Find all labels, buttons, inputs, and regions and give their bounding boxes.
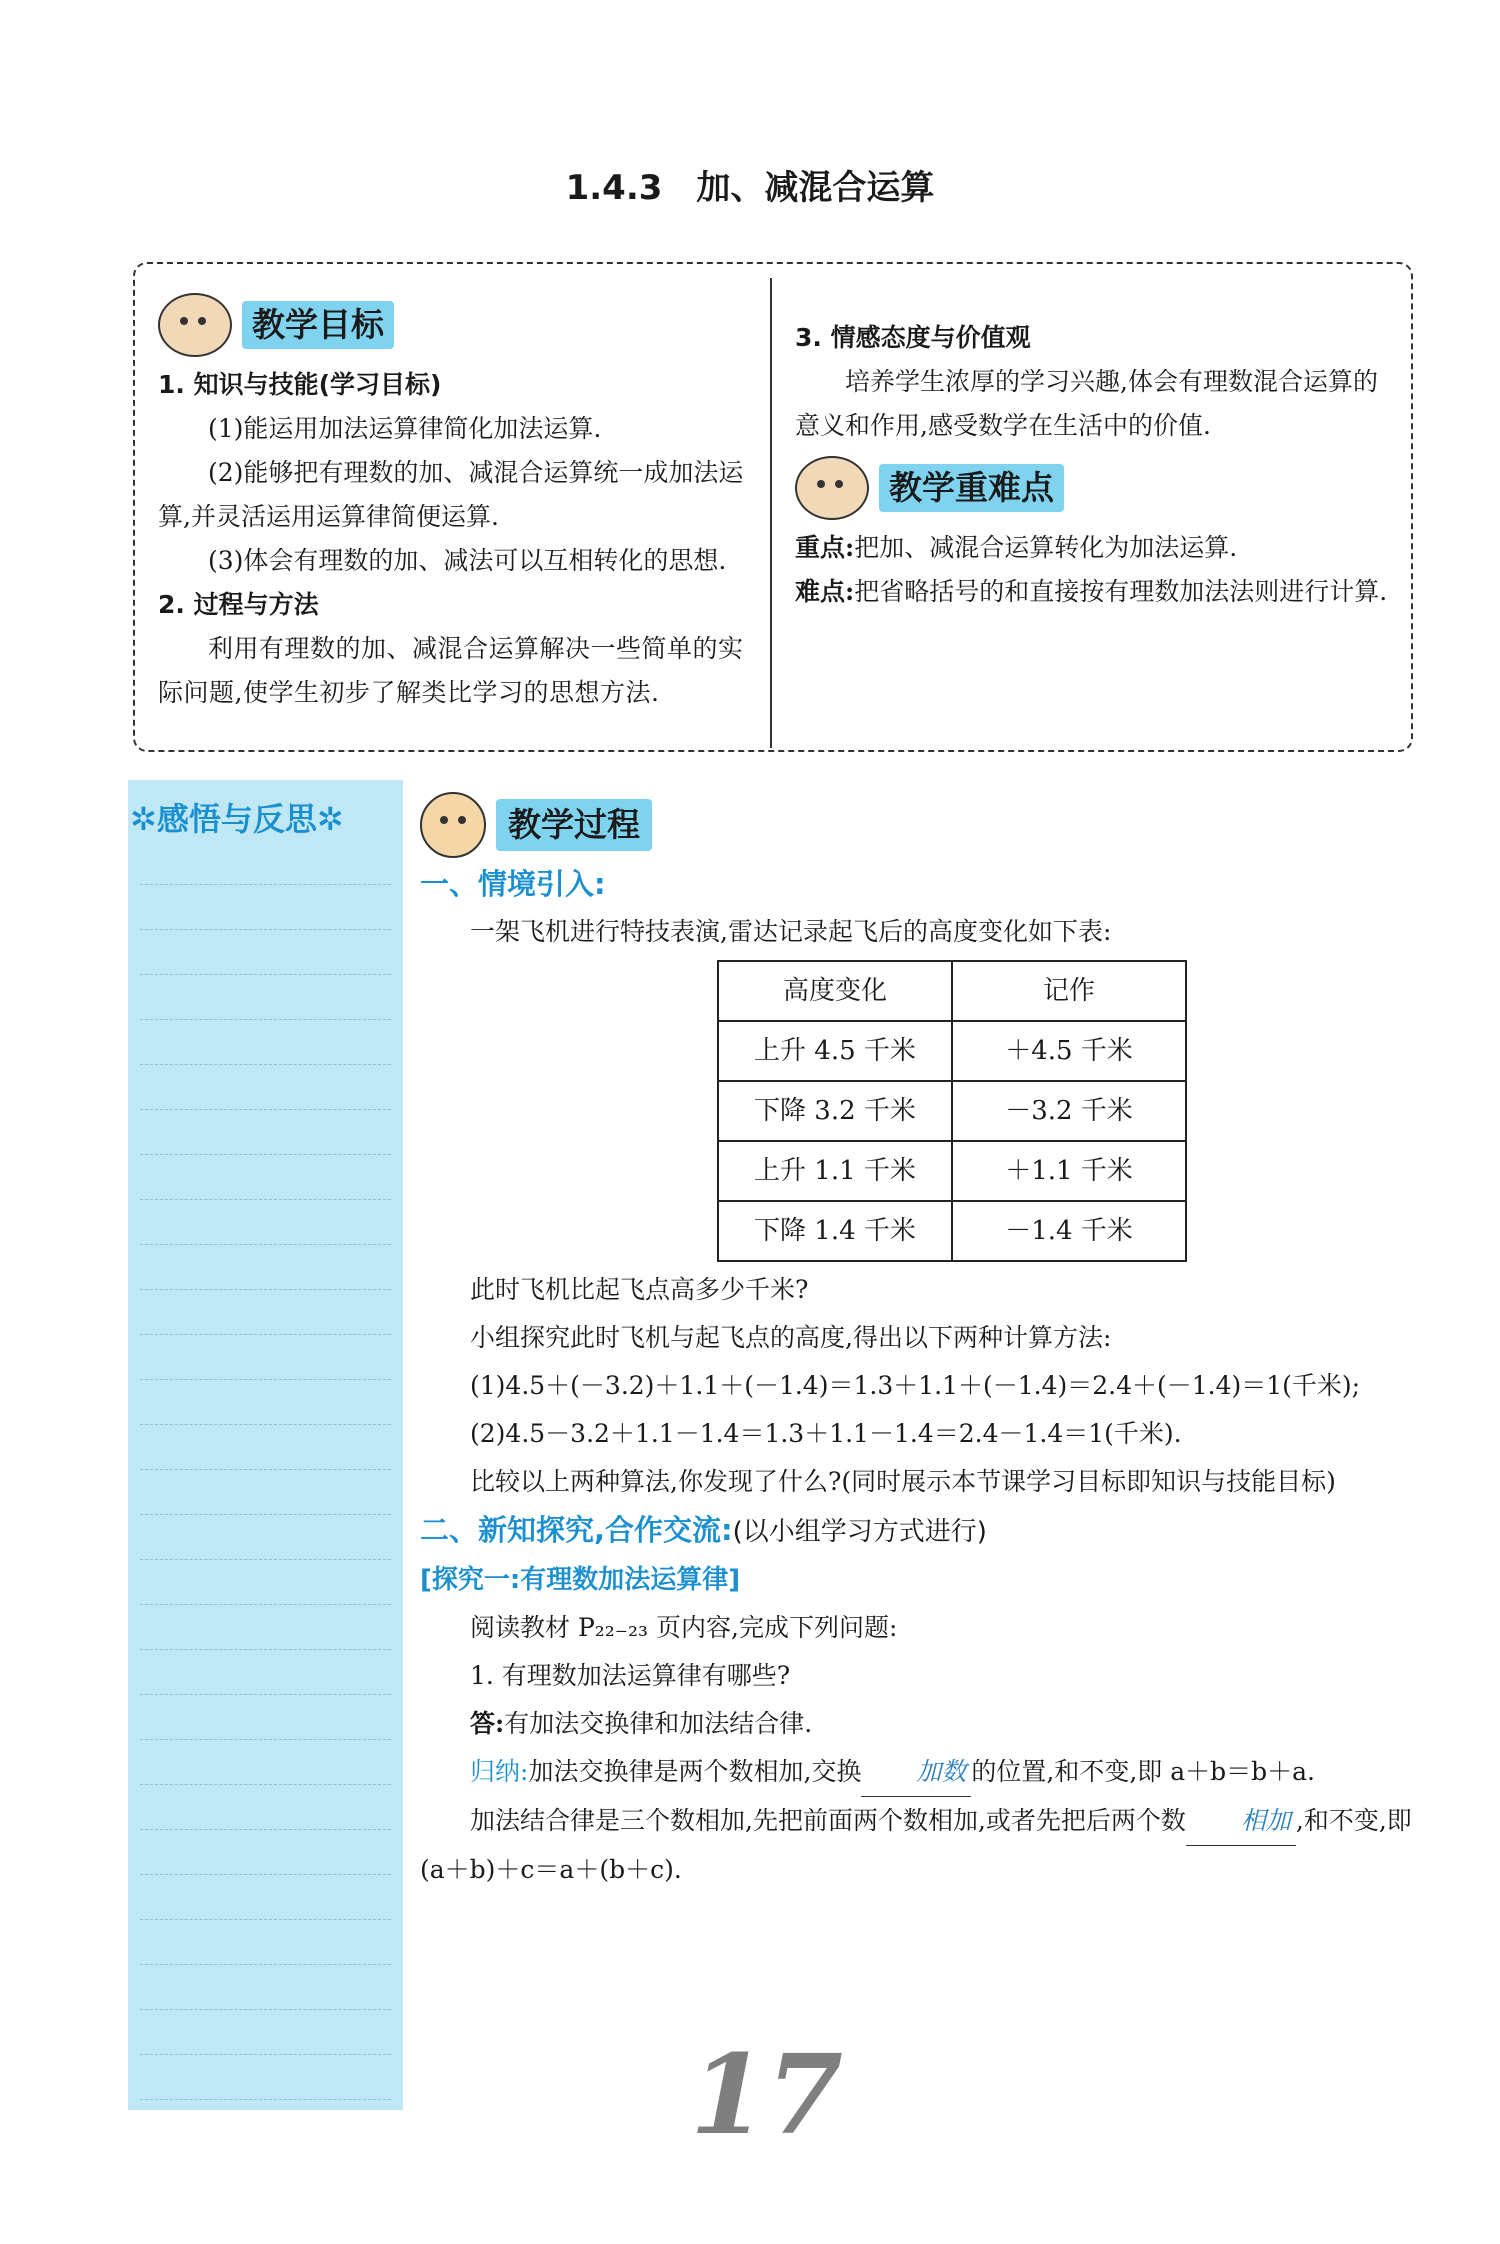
note-line (140, 1650, 391, 1695)
key-label: 重点: (795, 533, 855, 562)
page-number: 17 (690, 2030, 844, 2159)
note-line (140, 1425, 391, 1470)
note-line (140, 1875, 391, 1920)
process-header (420, 790, 1430, 860)
objectives-left-column (158, 285, 758, 715)
explore-text: 小组探究此时飞机与起飞点的高度,得出以下两种计算方法: (470, 1323, 1112, 1352)
table-header: 记作 (952, 961, 1186, 1021)
note-line (140, 1380, 391, 1425)
reading-boy-icon (158, 293, 232, 357)
objectives-right-column (795, 272, 1395, 614)
goal-item2-title: 2. 过程与方法 (158, 590, 319, 619)
reflection-sidebar (128, 780, 403, 2110)
fill-blank-1: 加数 (861, 1748, 971, 1797)
goal-item1-title: 1. 知识与技能(学习目标) (158, 370, 442, 399)
goals-heading: 教学目标 (242, 301, 394, 349)
boy-with-cap-icon (420, 792, 486, 858)
section2-note: (以小组学习方式进行) (732, 1517, 987, 1547)
process-heading: 教学过程 (496, 799, 652, 851)
summary2 (420, 1797, 1430, 1894)
note-line (140, 840, 391, 885)
summary-label: 归纳: (470, 1757, 529, 1786)
section2-heading (420, 1506, 1430, 1556)
hard-point (795, 570, 1395, 614)
goal-item1-p3: (3)体会有理数的加、减法可以互相转化的思想. (208, 546, 727, 575)
answer-label: 答: (470, 1709, 505, 1738)
note-line (140, 1920, 391, 1965)
compare-text: 比较以上两种算法,你发现了什么?(同时展示本节课学习目标即知识与技能目标) (470, 1467, 1336, 1496)
note-line (140, 885, 391, 930)
section1-heading: 一、情境引入: (420, 867, 606, 901)
fill-blank-2: 相加 (1186, 1797, 1296, 1846)
teaching-process (420, 790, 1430, 1894)
note-line (140, 1065, 391, 1110)
calc-method-1: (1)4.5＋(－3.2)＋1.1＋(－1.4)＝1.3＋1.1＋(－1.4)＝2.4＋(－1.4)＝1(千米); (470, 1371, 1361, 1400)
goal-item1-p1: (1)能运用加法运算律简化加法运算. (208, 414, 602, 443)
goals-header (158, 289, 758, 361)
table-cell: 下降 3.2 千米 (718, 1081, 952, 1141)
goal-item3-title: 3. 情感态度与价值观 (795, 323, 1031, 352)
key-point (795, 526, 1395, 570)
summary1-part-b: 的位置,和不变,即 a＋b＝b＋a. (971, 1757, 1315, 1786)
note-line (140, 1470, 391, 1515)
section2-title: 二、新知探究,合作交流: (420, 1513, 733, 1547)
difficulty-header (795, 452, 1395, 524)
table-cell: －1.4 千米 (952, 1201, 1186, 1261)
calc-method-2: (2)4.5－3.2＋1.1－1.4＝1.3＋1.1－1.4＝2.4－1.4＝1(千米). (470, 1419, 1182, 1448)
note-line (140, 1515, 391, 1560)
summary2-part-a: 加法结合律是三个数相加,先把前面两个数相加,或者先把后两个数 (470, 1806, 1186, 1835)
table-row (718, 1201, 1186, 1261)
table-cell: 下降 1.4 千米 (718, 1201, 952, 1261)
table-header-row (718, 961, 1186, 1021)
goal-item1-p2: (2)能够把有理数的加、减混合运算统一成加法运算,并灵活运用运算律简便运算. (158, 458, 744, 531)
goal-item3-p1: 培养学生浓厚的学习兴趣,体会有理数混合运算的意义和作用,感受数学在生活中的价值. (795, 367, 1378, 440)
note-line (140, 1830, 391, 1875)
note-line (140, 1020, 391, 1065)
note-line (140, 930, 391, 975)
note-line (140, 2010, 391, 2055)
note-line (140, 1200, 391, 1245)
answer1 (420, 1700, 1430, 1748)
column-divider (770, 278, 772, 748)
page-title: 1.4.3 加、减混合运算 (565, 168, 935, 208)
table-row (718, 1141, 1186, 1201)
table-cell: 上升 4.5 千米 (718, 1021, 952, 1081)
note-line (140, 1335, 391, 1380)
thinking-boy-icon (795, 456, 869, 520)
key-text: 把加、减混合运算转化为加法运算. (854, 533, 1238, 562)
table-row (718, 1021, 1186, 1081)
inquiry1-heading: [探究一:有理数加法运算律] (420, 1565, 741, 1595)
question1: 1. 有理数加法运算律有哪些? (470, 1661, 791, 1690)
height-table (717, 960, 1187, 1262)
note-line (140, 1155, 391, 1200)
read-text: 阅读教材 P₂₂₋₂₃ 页内容,完成下列问题: (470, 1613, 898, 1642)
note-line (140, 975, 391, 1020)
note-line (140, 1560, 391, 1605)
note-line (140, 1695, 391, 1740)
note-line (140, 1740, 391, 1785)
note-line (140, 1785, 391, 1830)
note-line (140, 2055, 391, 2100)
table-cell: ＋1.1 千米 (952, 1141, 1186, 1201)
table-cell: ＋4.5 千米 (952, 1021, 1186, 1081)
note-line (140, 1290, 391, 1335)
goal-item2-p1: 利用有理数的加、减混合运算解决一些简单的实际问题,使学生初步了解类比学习的思想方法. (158, 634, 744, 707)
table-row (718, 1081, 1186, 1141)
summary2-part-b: ,和不变,即(a＋b)＋c＝a＋(b＋c). (420, 1806, 1412, 1884)
hard-text: 把省略括号的和直接按有理数加法法则进行计算. (854, 577, 1388, 606)
note-line (140, 1605, 391, 1650)
summary1-part-a: 加法交换律是两个数相加,交换 (528, 1757, 862, 1786)
difficulty-heading: 教学重难点 (879, 464, 1064, 512)
table-cell: 上升 1.1 千米 (718, 1141, 952, 1201)
summary1 (420, 1748, 1430, 1797)
question-text: 此时飞机比起飞点高多少千米? (470, 1275, 809, 1304)
note-line (140, 1110, 391, 1155)
table-header: 高度变化 (718, 961, 952, 1021)
note-line (140, 1965, 391, 2010)
table-cell: －3.2 千米 (952, 1081, 1186, 1141)
intro-text: 一架飞机进行特技表演,雷达记录起飞后的高度变化如下表: (470, 917, 1112, 946)
note-line (140, 1245, 391, 1290)
sidebar-heading: ✲感悟与反思✲ (130, 800, 344, 838)
answer-text: 有加法交换律和加法结合律. (504, 1709, 813, 1738)
hard-label: 难点: (795, 577, 855, 606)
